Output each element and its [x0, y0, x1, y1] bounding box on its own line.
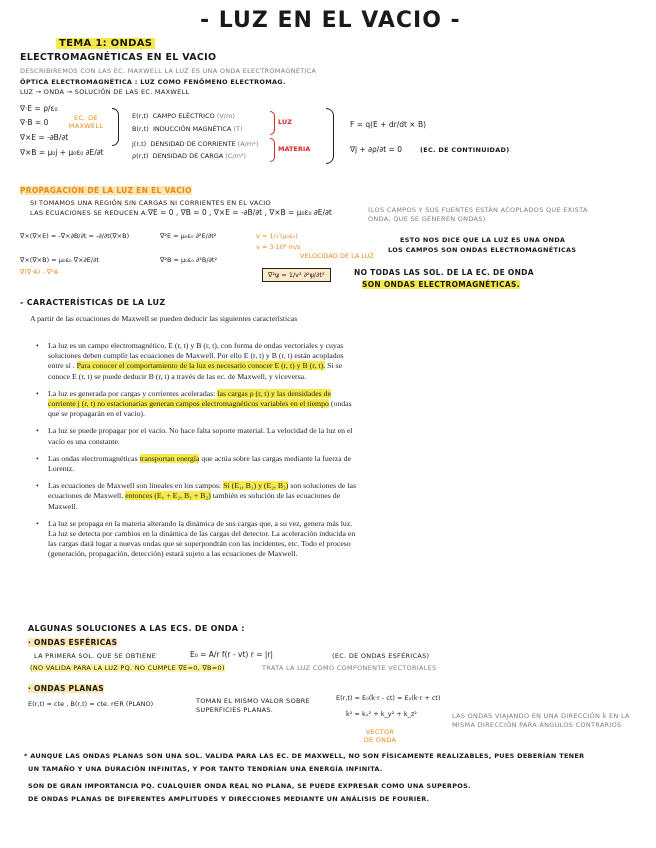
- section3-heading: - CARACTERÍSTICAS DE LA LUZ: [20, 298, 166, 307]
- planas-note-2: LAS ONDAS VIAJANDO EN UNA DIRECCIÓN k̂ EN LA MISMA DIRECCIÓN PARA ÁNGULOS CONTRARIOS: [452, 712, 630, 729]
- maxwell-label: EC. DE MAXWELL: [68, 114, 104, 130]
- derivation-3: ∇×(∇×B) = μ₀ε₀ ∇×∂E/∂t: [20, 256, 99, 264]
- velocity-note: VELOCIDAD DE LA LUZ: [300, 252, 374, 260]
- footer-line3: SON DE GRAN IMPORTANCIA PQ. CUALQUIER ONDA REAL NO PLANA, SE PUEDE EXPRESAR COMO UNA SUPERPOS.: [28, 782, 471, 790]
- section1-line2: ÓPTICA ELECTROMAGNÉTICA : LUZ COMO FENÓMENO ELECTROMAG.: [20, 78, 286, 86]
- esfericas-line1: LA PRIMERA SOL. QUE SE OBTIENE: [34, 652, 156, 660]
- section1-line1: DESCRIBIREMOS CON LAS EC. MAXWELL LA LUZ ES UNA ONDA ELECTROMAGNÉTICA: [20, 67, 317, 75]
- vector-label: VECTOR DE ONDA: [363, 728, 397, 744]
- yellow-note-2: SON ONDAS ELECTROMAGNÉTICAS.: [362, 280, 520, 289]
- section4-heading: ALGUNAS SOLUCIONES A LAS ECS. DE ONDA :: [28, 624, 245, 633]
- planas-heading: · ONDAS PLANAS: [28, 684, 104, 693]
- section3-intro: A partir de las ecuaciones de Maxwell se pueden deducir las siguientes características: [30, 314, 298, 323]
- maxwell-eq-1: ∇·E = ρ/ε₀: [20, 104, 58, 113]
- field-row-1: E(r,t) CAMPO ELÉCTRICO (V/m): [132, 112, 235, 120]
- esfericas-equation: E₀ = A/r f(r - vt) r = |r|: [190, 650, 274, 659]
- footer-line1: * AUNQUE LAS ONDAS PLANAS SON UNA SOL. VALIDA PARA LAS EC. DE MAXWELL, NO SON FÍSICAMENTE REALIZABLES, PUES DEBERÍAN TENER: [24, 752, 585, 760]
- list-item: • La luz es un campo electromagnético, E (r, t) y B (r, t), con forma de ondas vectoriales y cuyas soluciones deben cumplir las ecuaciones de Maxwell. Por ello E (r, t) y B (r, t) están acoplados entre sí . Para conocer el comportamiento de la luz es necesario conocer E (r, t) y B (r, t). Si se conoce E (r, t) se puede deducir B (r, t) a través de las ec. de Maxwell, y viceversa.: [40, 341, 356, 382]
- maxwell-eq-2: ∇·B = 0: [20, 118, 49, 127]
- list-item: • Las ecuaciones de Maxwell son lineales en los campos: Si (E₁, B₁) y (E₂, B₂) son soluciones de las ecuaciones de Maxwell, entonces (E₁ + E₂, B₁ + B₂) también es solución de las ecuaciones de Maxwell.: [40, 481, 356, 512]
- fields-note: (LOS CAMPOS Y SUS FUENTES ESTÁN ACOPLADOS QUE EXISTA ONDA, QUE SE GENEREN ONDAS): [368, 206, 588, 223]
- materia-brace: [270, 138, 275, 162]
- derivation-5: ∇(∇·A) - ∇²A: [20, 268, 59, 276]
- list-item: • La luz es generada por cargas y corrientes aceleradas: las cargas ρ (r, t) y las densidades de corriente j (r, t) no estacionarias generan campos electromagnéticos variables en el tiempo (ondas que se propagarán en el vacío).: [40, 389, 356, 420]
- maxwell-brace: [112, 108, 119, 146]
- esto-note-2: LOS CAMPOS SON ONDAS ELECTROMAGNÉTICAS: [388, 246, 577, 254]
- luz-label: LUZ: [278, 118, 292, 126]
- field-row-2: B(r,t) INDUCCIÓN MAGNÉTICA (T): [132, 125, 243, 133]
- materia-label: MATERIA: [278, 145, 311, 153]
- derivation-1: ∇×(∇×E) = -∇×∂B/∂t = -∂/∂t(∇×B): [20, 232, 130, 240]
- velocity-formula: v = 1/√(μ₀ε₀): [256, 232, 298, 240]
- section1-heading: ELECTROMAGNÉTICAS EN EL VACIO: [20, 52, 217, 63]
- list-item: • La luz se puede propagar por el vacío. No hace falta soporte material. La velocidad de la luz en el vacío es una constante.: [40, 426, 356, 446]
- field-row-3: j(r,t) DENSIDAD DE CORRIENTE (A/m²): [132, 140, 259, 148]
- planas-note: TOMAN EL MISMO VALOR SOBRE SUPERFICIES PLANAS.: [196, 697, 310, 714]
- tema-label: TEMA 1: ONDAS: [56, 38, 155, 49]
- list-item: • Las ondas electromagnéticas transportan energía que actúa sobre las cargas mediante la fuerza de Lorentz.: [40, 454, 356, 474]
- right-brace: [326, 108, 334, 164]
- reduced-equations: ∇E = 0 , ∇B = 0 , ∇×E = -∂B/∂t , ∇×B = μ₀ε₀ ∂E/∂t: [148, 208, 332, 217]
- esto-note-1: ESTO NOS DICE QUE LA LUZ ES UNA ONDA: [400, 236, 566, 244]
- derivation-4: ∇²B = μ₀ε₀ ∂²B/∂t²: [160, 256, 218, 264]
- section2-line1: SI TOMAMOS UNA REGIÓN SIN CARGAS NI CORRIENTES EN EL VACIO: [30, 199, 271, 207]
- footer-line4: DE ONDAS PLANAS DE DIFERENTES AMPLITUDES Y DIRECCIONES MEDIANTE UN ANÁLISIS DE FOURIER.: [28, 795, 430, 803]
- esfericas-eq-note: (EC. DE ONDAS ESFÉRICAS): [332, 652, 430, 660]
- maxwell-eq-3: ∇×E = -∂B/∂t: [20, 133, 69, 142]
- continuidad-label: (EC. DE CONTINUIDAD): [420, 146, 510, 154]
- list-item: • La luz se propaga en la materia alterando la dinámica de sus cargas que, a su vez, genera más luz. La luz se detecta por cambios en la dinámica de las cargas del detector. La aceleración inducida en las cargas dará lugar a nuevas ondas que se superpondrán con las incidentes, etc. Todo el proceso (generación, propagación, detección) estará sujeto a las ecuaciones de Maxwell.: [40, 519, 356, 560]
- wave-equation: ∇²ψ = 1/v² ∂²ψ/∂t²: [262, 268, 331, 282]
- characteristics-list: [40, 341, 356, 567]
- esfericas-line2b: TRATA LA LUZ COMO COMPONENTE VECTORIALES: [262, 664, 437, 672]
- yellow-note-1: NO TODAS LAS SOL. DE LA EC. DE ONDA: [354, 268, 534, 277]
- page-title: - LUZ EN EL VACIO -: [200, 8, 461, 33]
- maxwell-eq-4: ∇×B = μ₀j + μ₀ε₀ ∂E/∂t: [20, 148, 104, 157]
- luz-brace: [270, 111, 275, 135]
- section1-line3: LUZ → ONDA → SOLUCIÓN DE LAS EC. MAXWELL: [20, 88, 190, 96]
- field-row-4: ρ(r,t) DENSIDAD DE CARGA (C/m³): [132, 152, 247, 160]
- esfericas-heading: · ONDAS ESFÉRICAS: [28, 638, 118, 647]
- continuidad-eq: ∇j + ∂ρ/∂t = 0: [350, 145, 402, 154]
- lorentz-eq: F = q(E + dr/dt × B): [350, 120, 427, 129]
- section2-heading: PROPAGACIÓN DE LA LUZ EN EL VACIO: [20, 186, 192, 195]
- derivation-2: ∇²E = μ₀ε₀ ∂²E/∂t²: [160, 232, 217, 240]
- planas-equation-3: k̂² = kₓ² + k_y² + k_z²: [346, 710, 417, 718]
- esfericas-line2: (NO VALIDA PARA LA LUZ PQ. NO CUMPLE ∇E=0, ∇B=0): [30, 664, 225, 672]
- velocity-value: v ≈ 3·10⁸ m/s: [256, 243, 301, 251]
- section2-line2: LAS ECUACIONES SE REDUCEN A:: [30, 209, 149, 217]
- planas-equation: E(r,t) = cte , B(r,t) = cte. r∈R (PLANO): [28, 700, 154, 708]
- planas-equation-2: E(r,t) = E₀(k̂·r - ct) = E₀(k̂·r + ct): [336, 694, 441, 702]
- footer-line2: UN TAMAÑO Y UNA DURACIÓN INFINITAS, Y POR TANTO TENDRÍAN UNA ENERGÍA INFINITA.: [28, 765, 383, 773]
